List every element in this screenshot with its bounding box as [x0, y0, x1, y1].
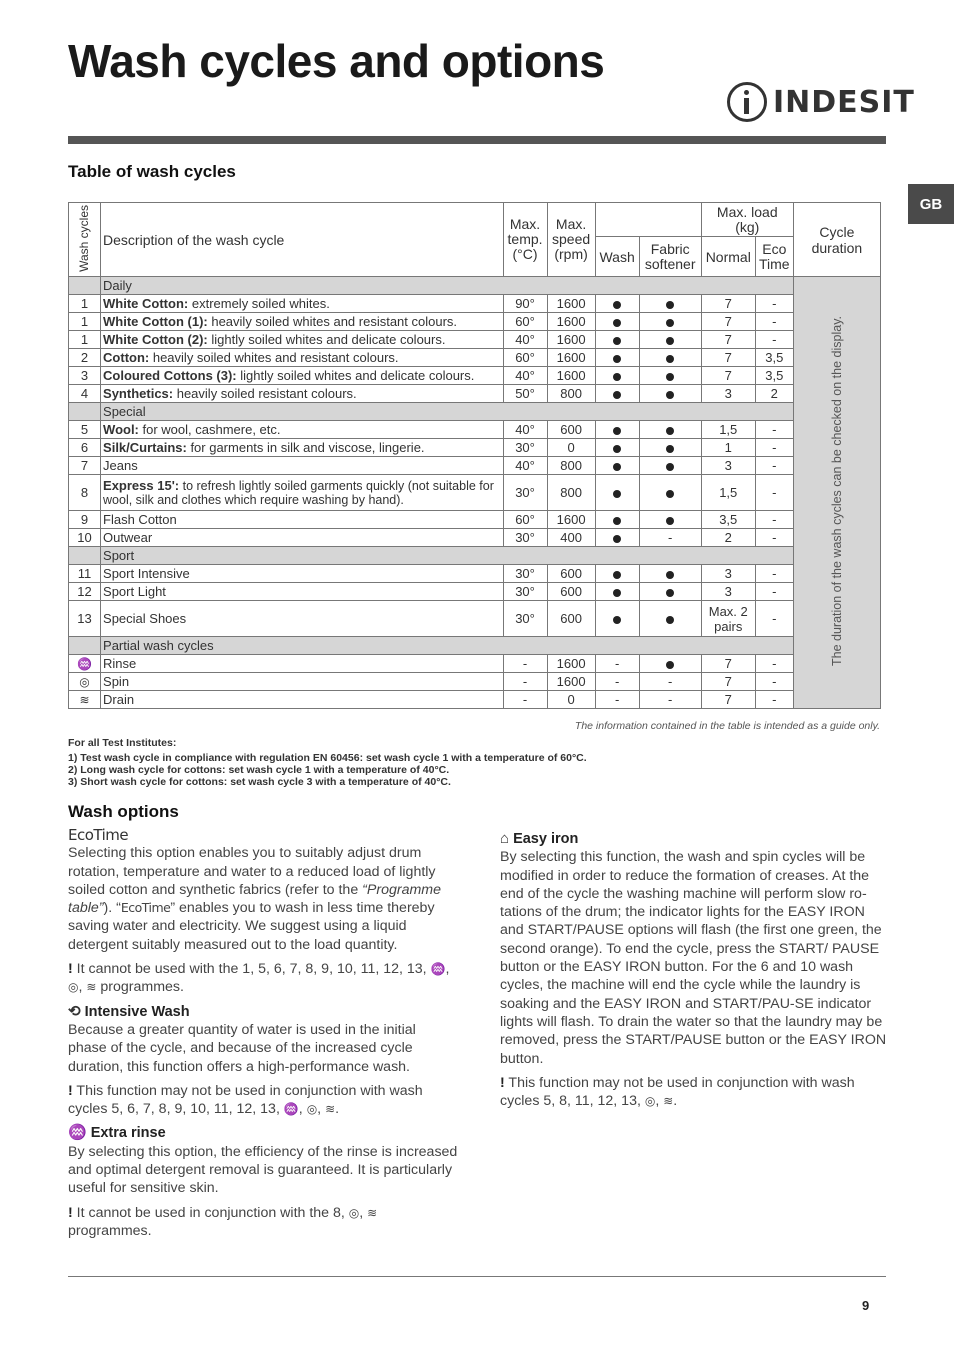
cycle-description: [101, 691, 503, 709]
wash-detergent: [595, 583, 639, 601]
cycle-name: Rinse: [103, 656, 137, 671]
footnote: 1) Test wash cycle in compliance with regulation EN 60456: set wash cycle 1 with a temperature of 60°C.: [68, 752, 587, 764]
wash-cycles-table: [68, 202, 881, 709]
bullet-dot: [666, 301, 674, 309]
drain-icon: ≋: [325, 1102, 336, 1117]
category-partial: Partial wash cycles: [101, 637, 794, 655]
load-normal: 7: [701, 349, 755, 367]
load-normal: 3: [701, 583, 755, 601]
max-temp: -: [503, 691, 547, 709]
cycle-name: Special Shoes: [103, 611, 187, 626]
bullet-dot: [666, 337, 674, 345]
cycle-number: 1: [69, 331, 101, 349]
cycle-detail: heavily soiled whites and resistant colours.: [149, 350, 399, 365]
max-temp: -: [503, 673, 547, 691]
fabric-softener: -: [639, 529, 701, 547]
cycle-name: Jeans: [103, 458, 138, 473]
bullet-dot: [613, 445, 621, 453]
load-normal: 3: [701, 565, 755, 583]
intensive-wash-heading: ⟲ Intensive Wash: [68, 1002, 190, 1020]
bullet-dot: [666, 661, 674, 669]
easy-iron-heading: ⌂ Easy iron: [500, 830, 579, 847]
max-temp: 40°: [503, 457, 547, 475]
cycle-number: 1: [69, 295, 101, 313]
cycle-number: 11: [69, 565, 101, 583]
load-eco-time: -: [755, 313, 793, 331]
load-eco-time: -: [755, 511, 793, 529]
cycle-number: 13: [69, 601, 101, 637]
max-speed: 400: [547, 529, 595, 547]
cycle-detail: heavily soiled resistant colours.: [173, 386, 357, 401]
cycle-description: [101, 439, 503, 457]
header-wash-cycles: Wash cycles: [69, 203, 101, 277]
cycle-name: Cotton:: [103, 350, 150, 365]
bullet-dot: [613, 589, 621, 597]
load-normal: 7: [701, 295, 755, 313]
header-normal: Normal: [701, 237, 755, 277]
wash-detergent: [595, 511, 639, 529]
table-row: [69, 439, 881, 457]
table-row: [69, 655, 881, 673]
wash-detergent: [595, 313, 639, 331]
table-row: [69, 457, 881, 475]
max-temp: 60°: [503, 511, 547, 529]
options-right-column: [500, 828, 888, 1116]
max-speed: 800: [547, 385, 595, 403]
cycle-name: Outwear: [103, 530, 153, 545]
cycle-description: [101, 601, 503, 637]
extra-rinse-heading: ♒ Extra rinse: [68, 1124, 166, 1142]
table-row: [69, 601, 881, 637]
cycle-name: Flash Cotton: [103, 512, 177, 527]
cycle-detail: lightly soiled whites and delicate colours.: [207, 332, 446, 347]
cycle-description: [101, 367, 503, 385]
wash-detergent: [595, 475, 639, 511]
bullet-dot: [666, 517, 674, 525]
load-normal: 7: [701, 655, 755, 673]
cycle-name: Synthetics:: [103, 386, 174, 401]
header-divider: [68, 136, 886, 144]
load-eco-time: -: [755, 601, 793, 637]
load-eco-time: -: [755, 421, 793, 439]
ecotime-text: Selecting this option enables you to suitably adjust drum rotation, temperature and water to a reduced load of lightly soiled cotton and synthetic fabrics (refer to the “Programme table”). “EcoTime” enables you to wash in less time thereby saving water and electricity. We suggest using a liquid detergent suitably measured out to the load quantity.: [68, 845, 441, 953]
table-row: [69, 367, 881, 385]
cycle-description: [101, 385, 503, 403]
load-eco-time: -: [755, 331, 793, 349]
cycle-name: Coloured Cottons (3):: [103, 368, 237, 383]
load-eco-time: -: [755, 691, 793, 709]
cycle-number: 5: [69, 421, 101, 439]
bullet-dot: [613, 535, 621, 543]
cycle-name: White Cotton (1):: [103, 314, 208, 329]
max-temp: 60°: [503, 349, 547, 367]
wash-detergent: [595, 367, 639, 385]
brand-name: INDESIT: [773, 84, 915, 120]
load-eco-time: -: [755, 529, 793, 547]
bullet-dot: [613, 355, 621, 363]
fabric-softener: [639, 349, 701, 367]
fabric-softener: [639, 367, 701, 385]
cycle-number: 9: [69, 511, 101, 529]
max-speed: 600: [547, 583, 595, 601]
load-eco-time: 2: [755, 385, 793, 403]
load-normal: 1: [701, 439, 755, 457]
header-max-temp: Max. temp. (°C): [503, 203, 547, 277]
table-row: [69, 583, 881, 601]
load-normal: 2: [701, 529, 755, 547]
bullet-dot: [666, 319, 674, 327]
max-speed: 600: [547, 601, 595, 637]
load-normal: 7: [701, 331, 755, 349]
table-row: [69, 331, 881, 349]
fabric-softener: [639, 421, 701, 439]
load-normal: 7: [701, 691, 755, 709]
header-fabric-softener: Fabric softener: [639, 237, 701, 277]
load-normal: 7: [701, 367, 755, 385]
cycle-description: [101, 529, 503, 547]
max-temp: -: [503, 655, 547, 673]
easy-iron-text: By selecting this function, the wash and spin cycles will be modified in order to reduce the formation of creases. At the end of the cycle the washing machine will perform slow ro-tations of the drum; the indicator lights for the EASY IRON and START/PAUSE options will flash (the first one green, the second orange). To end the cycle, press the START/ PAUSE button or the EASY IRON button. For the 6 and 10 wash cycles, the machine will end the cycle while the laundry is soaking and the EASY IRON and START/PAU-SE indicator lights will flash. To drain the water so that the laundry may be removed, press the START/PAUSE button or the EASY IRON button.: [500, 849, 887, 1067]
cycle-name: Sport Light: [103, 584, 166, 599]
rinse-icon: ♒: [430, 962, 446, 977]
drain-icon: ≋: [69, 691, 101, 709]
cycle-name: White Cotton:: [103, 296, 189, 311]
load-normal: 1,5: [701, 475, 755, 511]
load-eco-time: -: [755, 565, 793, 583]
category-row: [69, 637, 881, 655]
duration-note: The duration of the wash cycles can be checked on the display.: [829, 316, 844, 666]
category-row: [69, 277, 881, 295]
cycle-description: [101, 565, 503, 583]
category-special: Special: [101, 403, 794, 421]
max-speed: 1600: [547, 655, 595, 673]
load-eco-time: -: [755, 457, 793, 475]
cycle-description: [101, 457, 503, 475]
fabric-softener: [639, 385, 701, 403]
bullet-dot: [613, 427, 621, 435]
brand-logo-icon: [727, 82, 767, 122]
category-row: [69, 547, 881, 565]
fabric-softener: [639, 655, 701, 673]
bullet-dot: [666, 427, 674, 435]
bullet-dot: [613, 463, 621, 471]
bullet-dot: [613, 301, 621, 309]
cycle-description: [101, 313, 503, 331]
bullet-dot: [666, 463, 674, 471]
wash-detergent: [595, 385, 639, 403]
bullet-dot: [666, 616, 674, 624]
cycle-description: [101, 421, 503, 439]
cycle-description: [101, 511, 503, 529]
cycle-number: 1: [69, 313, 101, 331]
cycle-detail: extremely soiled whites.: [188, 296, 330, 311]
fabric-softener: [639, 601, 701, 637]
table-row: [69, 565, 881, 583]
load-eco-time: -: [755, 439, 793, 457]
fabric-softener: [639, 313, 701, 331]
cycle-number: 10: [69, 529, 101, 547]
bullet-dot: [613, 517, 621, 525]
header-detergents: [595, 203, 701, 237]
max-temp: 90°: [503, 295, 547, 313]
intensive-wash-warning: ! This function may not be used in conjunction with wash cycles 5, 6, 7, 8, 9, 10, 11, 12, 13, ♒, ◎, ≋.: [68, 1082, 423, 1118]
fabric-softener: [639, 475, 701, 511]
load-normal: 7: [701, 673, 755, 691]
bullet-dot: [666, 445, 674, 453]
extra-rinse-text: By selecting this option, the efficiency of the rinse is increased and optimal detergent removal is guaranteed. It is particularly useful for sensitive skin.: [68, 1143, 458, 1197]
max-temp: 30°: [503, 475, 547, 511]
drain-icon: ≋: [86, 980, 97, 995]
bullet-dot: [613, 337, 621, 345]
cycle-name: Drain: [103, 692, 135, 707]
max-speed: 600: [547, 421, 595, 439]
table-row: [69, 421, 881, 439]
wash-detergent: [595, 331, 639, 349]
wash-detergent: [595, 349, 639, 367]
max-speed: 1600: [547, 511, 595, 529]
max-speed: 800: [547, 475, 595, 511]
footnote-title: For all Test Institutes:: [68, 737, 177, 749]
cycle-description: [101, 349, 503, 367]
table-row: [69, 511, 881, 529]
max-temp: 30°: [503, 439, 547, 457]
wash-detergent: [595, 601, 639, 637]
wash-detergent: [595, 457, 639, 475]
max-speed: 600: [547, 565, 595, 583]
page-number: 9: [862, 1298, 870, 1313]
max-temp: 40°: [503, 331, 547, 349]
table-section-title: Table of wash cycles: [68, 162, 236, 181]
table-row: [69, 295, 881, 313]
header-max-load: Max. load (kg): [701, 203, 793, 237]
table-guide-note: The information contained in the table is intended as a guide only.: [574, 720, 880, 732]
wash-detergent: [595, 295, 639, 313]
cycle-detail: heavily soiled whites and resistant colours.: [207, 314, 458, 329]
cycle-detail: to refresh lightly soiled garments quickly (not suitable for wool, silk and clothes which require washing by hand).: [103, 478, 494, 507]
fabric-softener: [639, 439, 701, 457]
cycle-description: [101, 475, 503, 511]
brand-logo: [727, 80, 915, 124]
load-eco-time: -: [755, 673, 793, 691]
cycle-description: [101, 673, 503, 691]
cycle-name: Sport Intensive: [103, 566, 190, 581]
max-temp: 40°: [503, 421, 547, 439]
cycle-name: Silk/Curtains:: [103, 440, 187, 455]
language-tab: GB: [908, 184, 954, 224]
max-speed: 1600: [547, 367, 595, 385]
table-row: [69, 385, 881, 403]
cycle-detail: lightly soiled whites and delicate colours.: [236, 368, 475, 383]
wash-detergent: [595, 421, 639, 439]
bullet-dot: [666, 355, 674, 363]
extra-rinse-icon: ♒: [68, 1124, 87, 1142]
load-normal: 7: [701, 313, 755, 331]
bullet-dot: [666, 571, 674, 579]
cycle-number: 6: [69, 439, 101, 457]
footer-divider: [68, 1276, 886, 1277]
fabric-softener: [639, 331, 701, 349]
bullet-dot: [666, 490, 674, 498]
cycle-name: Wool:: [103, 422, 139, 437]
header-eco-time: Eco Time: [755, 237, 793, 277]
intensive-wash-icon: ⟲: [68, 1002, 81, 1020]
fabric-softener: [639, 511, 701, 529]
max-speed: 1600: [547, 295, 595, 313]
options-left-column: [68, 826, 458, 1246]
header-max-speed: Max. speed (rpm): [547, 203, 595, 277]
cycle-duration-cell: [793, 277, 880, 709]
load-normal: 3: [701, 385, 755, 403]
wash-detergent: -: [595, 655, 639, 673]
load-normal: 1,5: [701, 421, 755, 439]
max-speed: 0: [547, 691, 595, 709]
max-speed: 1600: [547, 313, 595, 331]
bullet-dot: [613, 571, 621, 579]
rinse-icon: ♒: [69, 655, 101, 673]
footnote: 2) Long wash cycle for cottons: set wash cycle 1 with a temperature of 40°C.: [68, 764, 450, 776]
cycle-number: 2: [69, 349, 101, 367]
table-row: [69, 691, 881, 709]
cycle-name: Spin: [103, 674, 130, 689]
options-section-title: Wash options: [68, 802, 179, 821]
bullet-dot: [666, 391, 674, 399]
table-row: [69, 475, 881, 511]
rinse-icon: ♒: [283, 1102, 299, 1117]
bullet-dot: [613, 490, 621, 498]
bullet-dot: [613, 319, 621, 327]
wash-detergent: -: [595, 691, 639, 709]
cycle-name: White Cotton (2):: [103, 332, 208, 347]
wash-detergent: [595, 529, 639, 547]
cycle-description: [101, 295, 503, 313]
max-temp: 30°: [503, 583, 547, 601]
bullet-dot: [666, 589, 674, 597]
bullet-dot: [613, 616, 621, 624]
load-eco-time: -: [755, 475, 793, 511]
table-row: [69, 313, 881, 331]
cycle-number: 8: [69, 475, 101, 511]
bullet-dot: [613, 373, 621, 381]
max-speed: 1600: [547, 673, 595, 691]
load-eco-time: -: [755, 655, 793, 673]
fabric-softener: [639, 457, 701, 475]
footnote: 3) Short wash cycle for cottons: set wash cycle 3 with a temperature of 40°C.: [68, 776, 451, 788]
cycle-description: [101, 331, 503, 349]
load-normal: 3: [701, 457, 755, 475]
max-temp: 40°: [503, 367, 547, 385]
wash-detergent: [595, 439, 639, 457]
ecotime-logo: EcoTime: [68, 826, 129, 844]
spin-icon: ◎: [306, 1102, 318, 1117]
load-normal: Max. 2 pairs: [701, 601, 755, 637]
category-sport: Sport: [101, 547, 794, 565]
bullet-dot: [666, 373, 674, 381]
category-daily: Daily: [101, 277, 794, 295]
max-temp: 30°: [503, 529, 547, 547]
max-temp: 30°: [503, 565, 547, 583]
table-row: [69, 349, 881, 367]
spin-icon: ◎: [348, 1205, 360, 1220]
spin-icon: ◎: [68, 980, 79, 995]
header-wash: Wash: [595, 237, 639, 277]
category-row: [69, 403, 881, 421]
ecotime-warning: ! It cannot be used with the 1, 5, 6, 7, 8, 9, 10, 11, 12, 13, ♒, ◎, ≋ programmes.: [68, 961, 450, 996]
extra-rinse-warning: ! It cannot be used in conjunction with the 8, ◎, ≋ programmes.: [68, 1204, 378, 1239]
max-speed: 1600: [547, 331, 595, 349]
easy-iron-warning: ! This function may not be used in conjunction with wash cycles 5, 8, 11, 12, 13, ◎, ≋.: [500, 1074, 855, 1110]
max-temp: 30°: [503, 601, 547, 637]
max-speed: 0: [547, 439, 595, 457]
fabric-softener: [639, 565, 701, 583]
drain-icon: ≋: [367, 1205, 378, 1220]
page-title: Wash cycles and options: [68, 35, 605, 87]
header-cycle-duration: Cycle duration: [793, 203, 880, 277]
max-speed: 1600: [547, 349, 595, 367]
wash-detergent: [595, 565, 639, 583]
cycle-number: 12: [69, 583, 101, 601]
cycle-name: Express 15':: [103, 477, 180, 493]
table-row: [69, 673, 881, 691]
load-normal: 3,5: [701, 511, 755, 529]
cycle-number: 7: [69, 457, 101, 475]
load-eco-time: 3,5: [755, 367, 793, 385]
load-eco-time: -: [755, 295, 793, 313]
footnote-list: [68, 752, 587, 788]
cycle-description: [101, 583, 503, 601]
load-eco-time: 3,5: [755, 349, 793, 367]
table-row: [69, 529, 881, 547]
fabric-softener: [639, 583, 701, 601]
cycle-detail: for wool, cashmere, etc.: [138, 422, 281, 437]
iron-icon: ⌂: [500, 830, 510, 847]
bullet-dot: [613, 391, 621, 399]
header-description: Description of the wash cycle: [101, 203, 503, 277]
intensive-wash-text: Because a greater quantity of water is used in the initial phase of the cycle, and because of the increased cycle duration, this function offers a high-performance wash.: [68, 1021, 416, 1075]
fabric-softener: -: [639, 673, 701, 691]
cycle-detail: for garments in silk and viscose, lingerie.: [186, 440, 425, 455]
max-temp: 50°: [503, 385, 547, 403]
fabric-softener: [639, 295, 701, 313]
spin-icon: ◎: [69, 673, 101, 691]
max-temp: 60°: [503, 313, 547, 331]
max-speed: 800: [547, 457, 595, 475]
drain-icon: ≋: [663, 1094, 674, 1109]
fabric-softener: -: [639, 691, 701, 709]
wash-detergent: -: [595, 673, 639, 691]
load-eco-time: -: [755, 583, 793, 601]
cycle-number: 4: [69, 385, 101, 403]
spin-icon: ◎: [644, 1094, 656, 1109]
cycle-number: 3: [69, 367, 101, 385]
cycle-description: [101, 655, 503, 673]
